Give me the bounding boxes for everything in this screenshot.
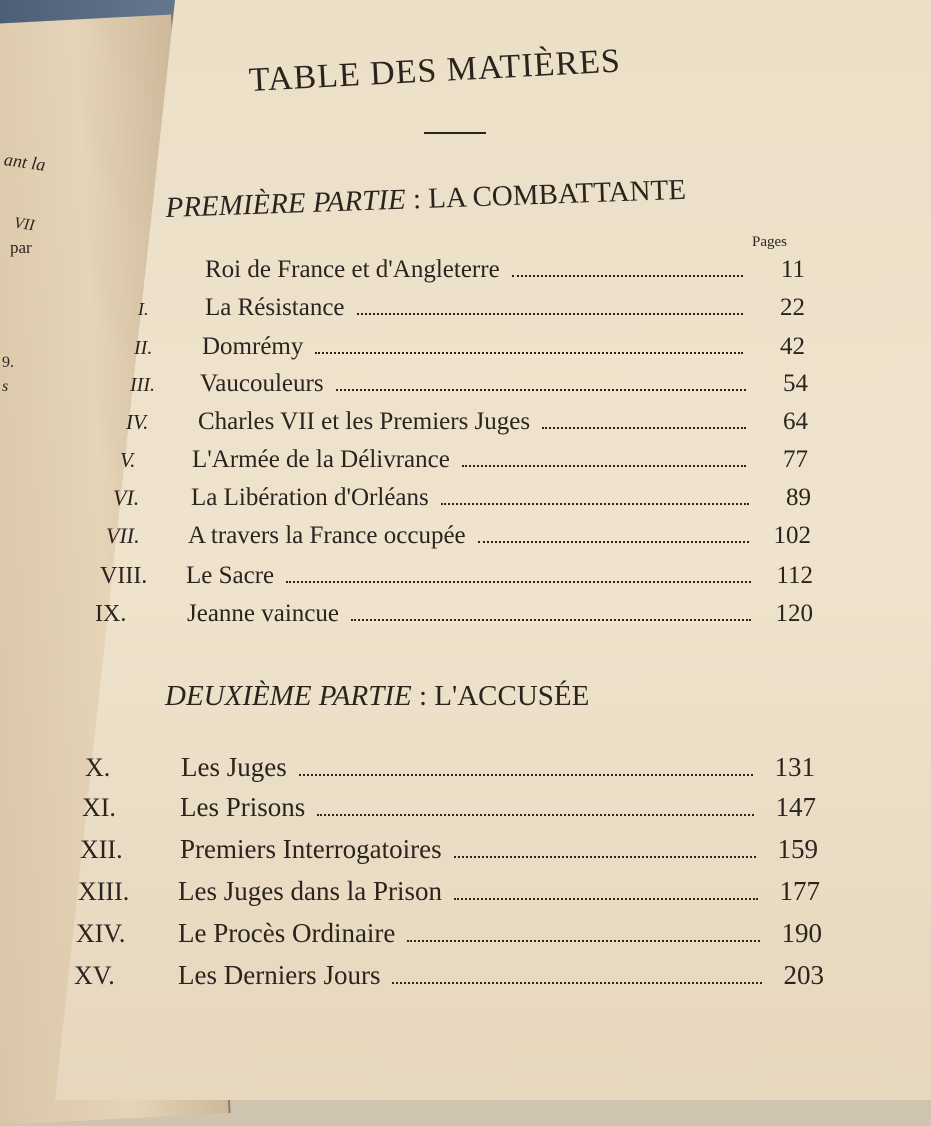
toc-entry-page: 120 bbox=[775, 600, 813, 627]
part-heading-label: PREMIÈRE PARTIE bbox=[165, 183, 407, 224]
dot-leader bbox=[392, 982, 762, 984]
dot-leader bbox=[407, 940, 760, 942]
toc-entry[interactable] bbox=[130, 370, 808, 398]
toc-entry-title: Les Prisons bbox=[180, 792, 306, 822]
toc-entry-title: La Libération d'Orléans bbox=[191, 484, 429, 511]
page-title: TABLE DES MATIÈRES bbox=[248, 42, 622, 99]
left-page-fragment: VII bbox=[12, 214, 36, 235]
toc-entry-title: Roi de France et d'Angleterre bbox=[205, 256, 500, 283]
dot-leader bbox=[462, 465, 746, 467]
part-heading bbox=[165, 680, 589, 713]
toc-entry-number: IX. bbox=[95, 601, 127, 627]
dot-leader bbox=[478, 541, 749, 543]
toc-entry-page: 77 bbox=[783, 446, 808, 473]
left-page-fragment: 9. bbox=[2, 354, 14, 371]
toc-entry-number: II. bbox=[134, 337, 153, 359]
toc-entry-page: 54 bbox=[783, 370, 808, 397]
toc-entry-number: XIV. bbox=[76, 919, 126, 948]
toc-entry-page: 147 bbox=[775, 792, 816, 822]
toc-entry[interactable] bbox=[76, 918, 822, 949]
dot-leader bbox=[299, 774, 753, 776]
dot-leader bbox=[441, 503, 749, 505]
toc-entry-page: 11 bbox=[780, 256, 805, 283]
toc-entry-page: 159 bbox=[777, 834, 818, 864]
toc-entry-number: XIII. bbox=[78, 877, 130, 906]
toc-entry-page: 64 bbox=[783, 408, 808, 435]
dot-leader bbox=[336, 389, 746, 391]
toc-entry-page: 112 bbox=[776, 562, 813, 589]
toc-entry-number: V. bbox=[120, 448, 136, 472]
toc-entry[interactable] bbox=[120, 446, 808, 474]
toc-entry-title: Vaucouleurs bbox=[200, 370, 324, 397]
left-page-fragment: par bbox=[10, 238, 32, 257]
toc-entry-title: Le Procès Ordinaire bbox=[178, 918, 396, 948]
part-heading-label: DEUXIÈME PARTIE bbox=[165, 680, 412, 712]
toc-entry-page: 131 bbox=[774, 752, 815, 782]
toc-entry-title: Les Derniers Jours bbox=[178, 960, 381, 990]
toc-entry-page: 42 bbox=[780, 333, 805, 360]
toc-entry-title: Domrémy bbox=[202, 333, 304, 360]
toc-entry-title: Le Sacre bbox=[186, 562, 275, 589]
toc-entry[interactable] bbox=[85, 752, 815, 783]
toc-entry[interactable] bbox=[138, 294, 805, 322]
title-rule bbox=[424, 132, 486, 134]
toc-entry-number: VII. bbox=[106, 523, 140, 548]
toc-entry-number: XV. bbox=[74, 961, 115, 990]
toc-entry-title: A travers la France occupée bbox=[188, 522, 466, 549]
left-page-fragment: s bbox=[2, 378, 9, 395]
toc-entry-title: L'Armée de la Délivrance bbox=[192, 446, 450, 473]
toc-entry-number: VI. bbox=[113, 485, 140, 510]
toc-entry-page: 190 bbox=[781, 918, 822, 948]
toc-entry-page: 177 bbox=[779, 876, 820, 906]
toc-entry[interactable] bbox=[126, 408, 808, 436]
toc-entry-title: Jeanne vaincue bbox=[187, 600, 340, 627]
dot-leader bbox=[512, 275, 743, 277]
toc-entry-number: VIII. bbox=[100, 563, 148, 589]
toc-entry-number: I. bbox=[138, 299, 149, 319]
toc-entry-title: Premiers Interrogatoires bbox=[180, 834, 442, 864]
toc-entry[interactable] bbox=[82, 792, 816, 823]
dot-leader bbox=[454, 898, 758, 900]
toc-entry[interactable] bbox=[113, 484, 811, 512]
toc-entry-title: Les Juges bbox=[181, 752, 287, 782]
dot-leader bbox=[317, 814, 754, 816]
dot-leader bbox=[351, 619, 751, 621]
toc-entry-page: 22 bbox=[780, 294, 805, 321]
dot-leader bbox=[357, 313, 743, 315]
toc-entry-page: 102 bbox=[773, 522, 811, 549]
toc-entry-number: X. bbox=[85, 753, 111, 782]
toc-entry-title: Charles VII et les Premiers Juges bbox=[198, 408, 531, 435]
toc-entry[interactable] bbox=[134, 333, 805, 361]
pages-column-label: Pages bbox=[752, 234, 787, 250]
dot-leader bbox=[542, 427, 746, 429]
toc-entry[interactable] bbox=[106, 522, 811, 550]
toc-entry[interactable] bbox=[100, 562, 813, 590]
dot-leader bbox=[286, 581, 751, 583]
toc-entry-number: IV. bbox=[126, 410, 149, 434]
toc-entry-page: 203 bbox=[783, 960, 824, 990]
toc-entry[interactable] bbox=[95, 600, 813, 628]
part-heading-subtitle: : LA COMBATTANTE bbox=[405, 173, 687, 216]
toc-entry-page: 89 bbox=[786, 484, 811, 511]
toc-entry[interactable] bbox=[78, 876, 820, 907]
toc-entry-number: XII. bbox=[80, 835, 123, 864]
toc-entry-title: La Résistance bbox=[205, 294, 345, 321]
toc-entry-title: Les Juges dans la Prison bbox=[178, 876, 442, 906]
dot-leader bbox=[315, 352, 743, 354]
toc-entry-number: XI. bbox=[82, 793, 116, 822]
left-page-fragment: ant la bbox=[2, 149, 47, 175]
part-heading-subtitle: : L'ACCUSÉE bbox=[411, 680, 590, 712]
toc-entry-number: III. bbox=[130, 374, 155, 396]
toc-entry[interactable] bbox=[205, 256, 805, 284]
dot-leader bbox=[454, 856, 756, 858]
toc-entry[interactable] bbox=[80, 834, 818, 865]
toc-entry[interactable] bbox=[74, 960, 824, 991]
